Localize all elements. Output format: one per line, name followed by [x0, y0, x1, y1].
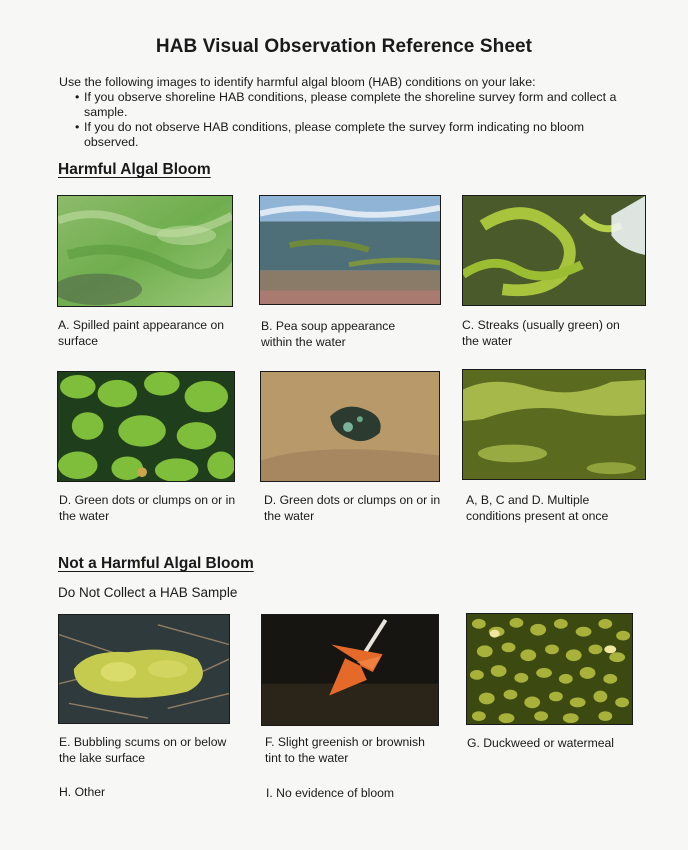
caption-g: G. Duckweed or watermeal: [467, 736, 614, 750]
photo-green-dots: [57, 371, 235, 482]
photo-green-clump: [260, 371, 440, 482]
not-hab-section-heading: Not a Harmful Algal Bloom: [58, 555, 254, 572]
photo-multiple: [462, 369, 646, 480]
intro-bullet: • If you observe shoreline HAB conditions, please complete the shoreline survey form and collect a sample.: [75, 90, 639, 120]
caption-i: I. No evidence of bloom: [266, 786, 395, 800]
photo-spilled-paint: [57, 195, 233, 307]
photo-duckweed: [466, 613, 633, 725]
photo-pea-soup: [259, 195, 441, 305]
intro-bullets: [75, 90, 639, 150]
caption-e: E. Bubbling scums on or below the lake surface: [59, 735, 227, 765]
intro-text: Use the following images to identify harmful algal bloom (HAB) conditions on your lake:: [59, 75, 536, 89]
hab-section-heading: Harmful Algal Bloom: [58, 161, 211, 178]
intro: [59, 75, 639, 150]
caption-b: B. Pea soup appearance within the water: [261, 319, 396, 349]
photo-bubbling-scum: [58, 614, 230, 724]
caption-a: A. Spilled paint appearance on surface: [58, 318, 225, 348]
caption-h: H. Other: [59, 785, 106, 799]
caption-abcd: A, B, C and D. Multiple conditions present at once: [466, 493, 609, 523]
page-title: HAB Visual Observation Reference Sheet: [155, 36, 533, 57]
caption-d1: D. Green dots or clumps on or in the water: [59, 493, 236, 523]
photo-streaks: [462, 195, 646, 306]
caption-d2: D. Green dots or clumps on or in the water: [264, 493, 441, 523]
no-sample-note: Do Not Collect a HAB Sample: [58, 585, 238, 600]
caption-f: F. Slight greenish or brownish tint to the water: [265, 735, 425, 765]
caption-c: C. Streaks (usually green) on the water: [462, 318, 620, 348]
photo-tint: [261, 614, 439, 726]
intro-bullet: • If you do not observe HAB conditions, please complete the survey form indicating no bloom observed.: [75, 120, 639, 150]
